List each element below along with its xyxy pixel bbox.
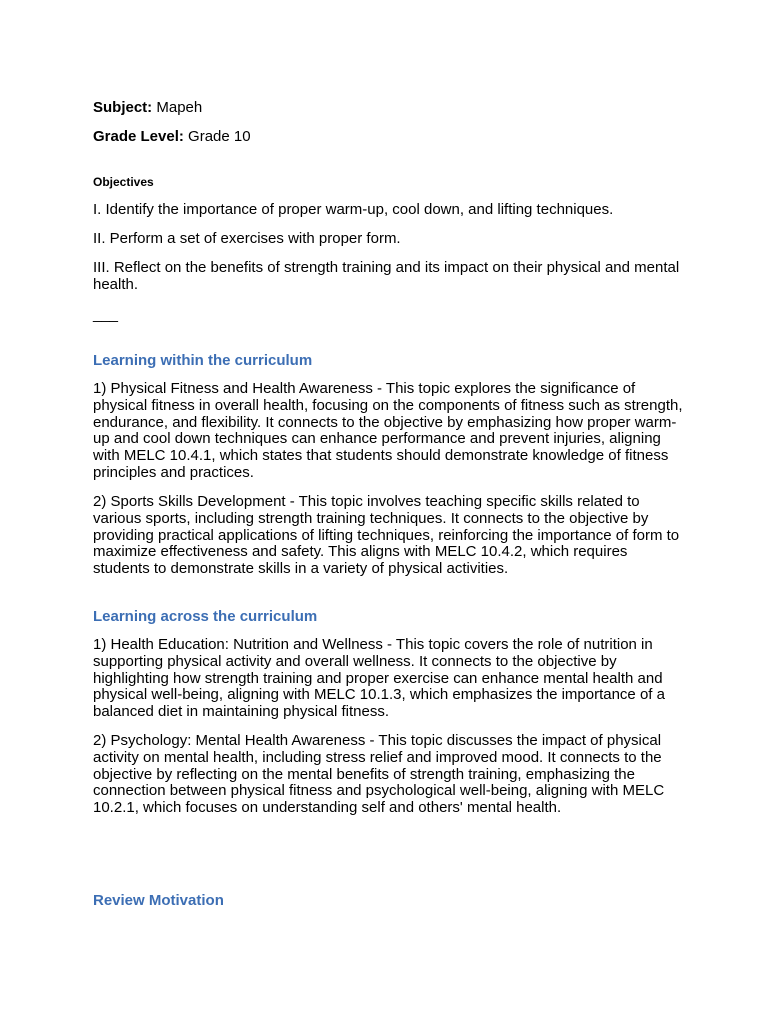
subject-label: Subject: — [93, 99, 153, 116]
grade-level-label: Grade Level: — [93, 128, 184, 145]
objective-item-1: I. Identify the importance of proper warm-up, cool down, and lifting techniques. — [93, 201, 614, 218]
learning-across-item-2: 2) Psychology: Mental Health Awareness - This topic discusses the impact of physical activity on mental health, including stress relief and improved mood. It connects to the objective by reflecting on the mental benefits of strength training, emphasizing the connection between physical fitness and psychological well-being, aligning with MELC 10.2.1, which focuses on understanding self and others' mental health. — [93, 732, 665, 817]
review-motivation-heading: Review Motivation — [93, 892, 224, 909]
grade-level-line — [93, 128, 251, 146]
objective-item-2: II. Perform a set of exercises with proper form. — [93, 230, 401, 247]
subject-line — [93, 99, 202, 117]
learning-across-item-1: 1) Health Education: Nutrition and Wellness - This topic covers the role of nutrition in supporting physical activity and overall wellness. It connects to the objective by highlighting how strength training and proper exercise can enhance mental health and physical well-being, aligning with MELC 10.1.3, which emphasizes the importance of a balanced diet in maintaining physical fitness. — [93, 636, 665, 721]
learning-across-heading: Learning across the curriculum — [93, 608, 318, 625]
grade-level-value: Grade 10 — [188, 128, 251, 145]
separator-line: ___ — [93, 306, 119, 323]
learning-within-item-2: 2) Sports Skills Development - This topic involves teaching specific skills related to various sports, including strength training techniques. It connects to the objective by providing practical applications of lifting techniques, reinforcing the importance of form to maximize effectiveness and safety. This aligns with MELC 10.4.2, which requires students to demonstrate skills in a variety of physical activities. — [93, 493, 680, 578]
learning-within-item-1: 1) Physical Fitness and Health Awareness - This topic explores the significance of physical fitness in overall health, focusing on the components of fitness such as strength, endurance, and flexibility. It connects to the objective by emphasizing how proper warm-up and cool down techniques can enhance performance and prevent injuries, aligning with MELC 10.4.1, which states that students should demonstrate knowledge of fitness principles and practices. — [93, 380, 683, 481]
objectives-heading: Objectives — [93, 175, 154, 189]
learning-within-heading: Learning within the curriculum — [93, 352, 313, 369]
subject-value: Mapeh — [156, 99, 203, 116]
objective-item-3: III. Reflect on the benefits of strength training and its impact on their physical and mental health. — [93, 259, 680, 293]
